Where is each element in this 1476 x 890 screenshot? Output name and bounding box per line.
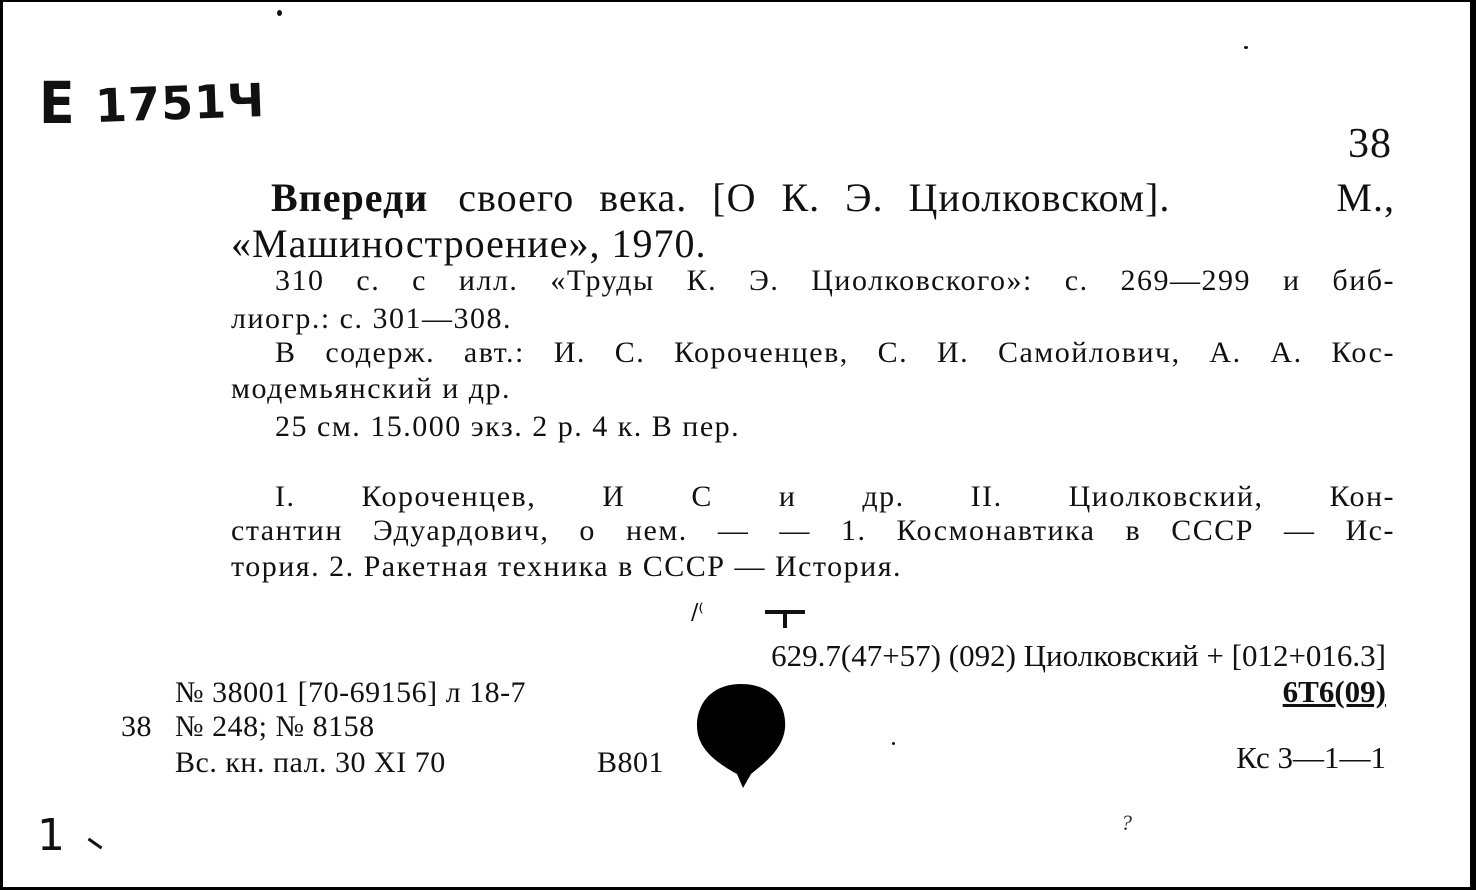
handwritten-tick [88, 838, 103, 850]
title-line-2: «Машиностроение», 1970. [231, 221, 707, 266]
call-number-handwritten: 1751Ч [94, 73, 267, 133]
handwritten-mark: ∕⁽ [691, 600, 704, 625]
footer-line-1: № 38001 [70-69156] л 18-7 [175, 676, 527, 709]
speck [1244, 46, 1248, 49]
footer-line-2-prefix: 38 [121, 710, 152, 743]
imprint-place: М., [1336, 175, 1395, 220]
note-line-4: модемьянский и др. [231, 372, 512, 405]
note-line-1: 310 с. с илл. «Труды К. Э. Циолковского»: с. 269—299 и биб- [275, 264, 1395, 297]
speck [892, 742, 895, 745]
classification-secondary: 6Т6(09) [1282, 674, 1386, 709]
tracing-line-1: I. Короченцев, И С и др. II. Циолковский, Кон- [275, 480, 1395, 513]
footer-line-3: Вс. кн. пал. 30 XI 70 [175, 746, 446, 779]
question-mark: ? [1121, 810, 1132, 835]
footer-line-3-code: В801 [597, 746, 665, 779]
title-bold: Впереди [271, 175, 429, 220]
title-line-1 [271, 174, 1395, 221]
tracing-line-3: тория. 2. Ракетная техника в СССР — История. [231, 550, 902, 583]
t-mark-stem [783, 612, 787, 628]
note-line-2: лиогр.: с. 301—308. [231, 302, 512, 335]
handwritten-number: 1 [37, 810, 65, 861]
speck [277, 10, 282, 16]
note-line-3: В содерж. авт.: И. С. Короченцев, С. И. Самойлович, А. А. Кос- [275, 336, 1395, 369]
corner-number: 38 [1348, 121, 1392, 167]
note-line-5: 25 см. 15.000 экз. 2 р. 4 к. В пер. [275, 410, 741, 443]
footer-line-2: № 248; № 8158 [175, 710, 375, 743]
stamp-letter: Е [38, 69, 75, 137]
tracing-line-2: стантин Эдуардович, о нем. — — 1. Космонавтика в СССР — Ис- [231, 514, 1395, 547]
classification-main: 629.7(47+57) (092) Циолковский + [012+016.3] [771, 638, 1386, 673]
classification-note: Кс 3—1—1 [1236, 740, 1386, 775]
title-rest: своего века. [О К. Э. Циолковском]. [458, 175, 1171, 220]
punch-hole [693, 682, 789, 792]
